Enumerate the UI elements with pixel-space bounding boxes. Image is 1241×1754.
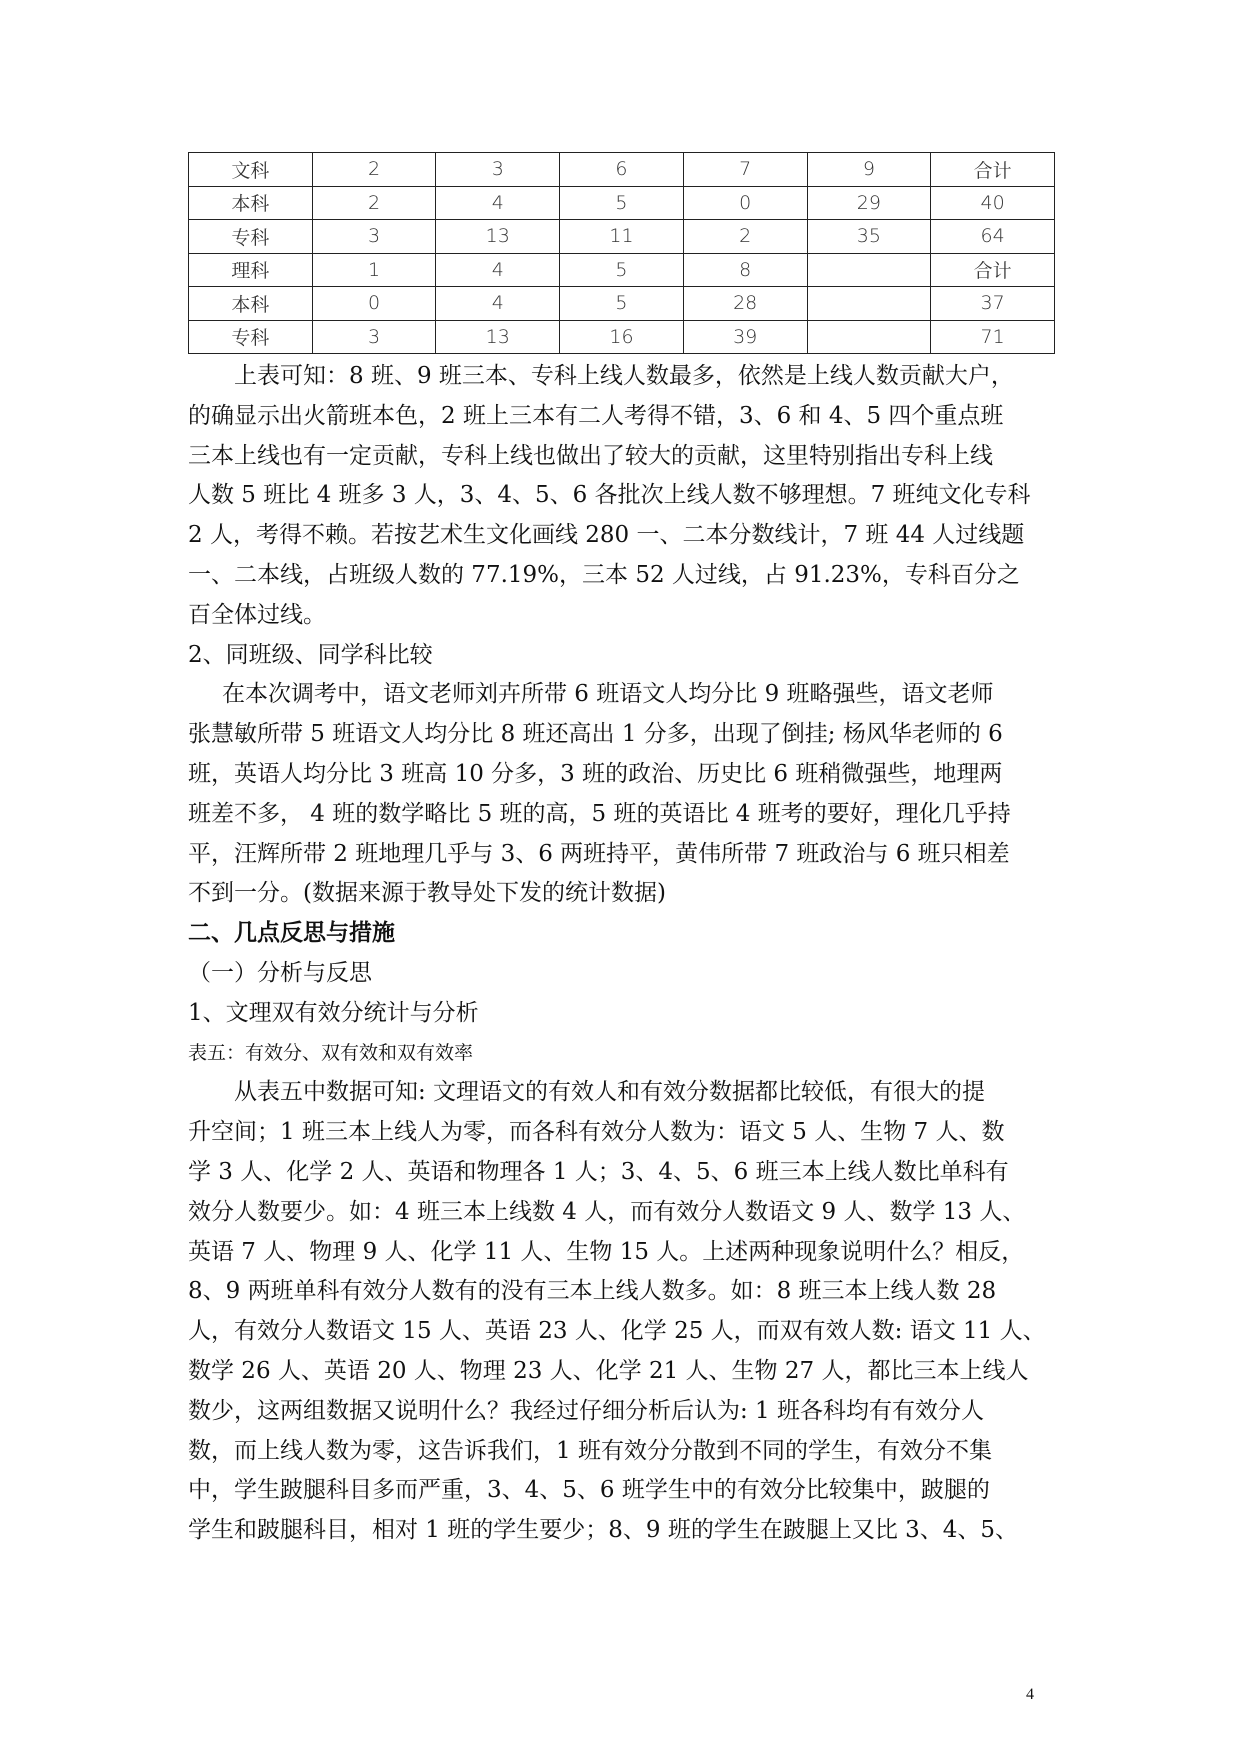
table-cell: 29 (807, 186, 931, 220)
paragraph-line: 数，而上线人数为零，这告诉我们，1 班有效分分散到不同的学生，有效分不集 (188, 1437, 992, 1464)
chapter-heading: 二、几点反思与措施 (188, 920, 395, 947)
paragraph-line: 班差不多， 4 班的数学略比 5 班的高，5 班的英语比 4 班考的要好，理化几乎持 (188, 800, 1011, 827)
paragraph-line: 学生和跛腿科目，相对 1 班的学生要少；8、9 班的学生在跛腿上又比 3、4、5、 (188, 1517, 1019, 1544)
table-caption: 表五：有效分、双有效和双有效率 (188, 1041, 474, 1064)
table-cell: 37 (931, 287, 1055, 321)
table-cell (807, 320, 931, 354)
paragraph-line: 班，英语人均分比 3 班高 10 分多，3 班的政治、历史比 6 班稍微强些，地理两 (188, 760, 1003, 787)
table-cell: 2 (683, 220, 807, 254)
table-cell: 4 (436, 253, 560, 287)
table-row (189, 186, 1055, 220)
section-heading: 1、文理双有效分统计与分析 (188, 999, 479, 1026)
table-cell: 16 (560, 320, 684, 354)
table-cell: 2 (312, 153, 436, 187)
paragraph-line: 百全体过线。 (188, 601, 326, 628)
sub-heading: （一）分析与反思 (188, 959, 372, 986)
table-cell: 0 (312, 287, 436, 321)
paragraph-line: 人数 5 班比 4 班多 3 人，3、4、5、6 各批次上线人数不够理想。7 班纯文化专科 (188, 482, 1031, 509)
table-cell: 合计 (931, 153, 1055, 187)
paragraph-line: 效分人数要少。如：4 班三本上线数 4 人，而有效分人数语文 9 人、数学 13 人、 (188, 1198, 1026, 1225)
paragraph-line: 2 人，考得不赖。若按艺术生文化画线 280 一、二本分数线计，7 班 44 人过线题 (188, 522, 1025, 549)
paragraph-line: 英语 7 人、物理 9 人、化学 11 人、生物 15 人。上述两种现象说明什么？相反， (188, 1238, 1025, 1265)
table-row (189, 253, 1055, 287)
paragraph-line: 8、9 两班单科有效分人数有的没有三本上线人数多。如：8 班三本上线人数 28 (188, 1278, 997, 1305)
table-cell: 2 (312, 186, 436, 220)
table-cell: 11 (560, 220, 684, 254)
enrollment-table (188, 152, 1055, 354)
paragraph-line: 一、二本线，占班级人数的 77.19%，三本 52 人过线，占 91.23%，专科百分之 (188, 561, 1020, 588)
table-row (189, 287, 1055, 321)
table-cell: 4 (436, 186, 560, 220)
table-cell: 4 (436, 287, 560, 321)
paragraph-line: 数少，这两组数据又说明什么？我经过仔细分析后认为: 1 班各科均有有效分人 (188, 1397, 985, 1424)
table-row (189, 220, 1055, 254)
paragraph-line: 的确显示出火箭班本色，2 班上三本有二人考得不错，3、6 和 4、5 四个重点班 (188, 402, 1004, 429)
table-cell: 3 (312, 220, 436, 254)
table-cell: 文科 (189, 153, 313, 187)
table-cell: 0 (683, 186, 807, 220)
paragraph-line: 数学 26 人、英语 20 人、物理 23 人、化学 21 人、生物 27 人，都比三本上线人 (188, 1357, 1029, 1384)
table-cell: 6 (560, 153, 684, 187)
table-cell: 专科 (189, 220, 313, 254)
table-cell: 5 (560, 287, 684, 321)
table-cell: 3 (436, 153, 560, 187)
section-heading: 2、同班级、同学科比较 (188, 641, 433, 668)
table-cell: 13 (436, 220, 560, 254)
table-cell: 8 (683, 253, 807, 287)
paragraph-line: 三本上线也有一定贡献，专科上线也做出了较大的贡献，这里特别指出专科上线 (188, 442, 993, 469)
page-number: 4 (1026, 1686, 1034, 1703)
table-cell: 9 (807, 153, 931, 187)
table-row (189, 320, 1055, 354)
paragraph-line: 上表可知：8 班、9 班三本、专科上线人数最多，依然是上线人数贡献大户， (234, 363, 1014, 389)
table-cell (807, 287, 931, 321)
paragraph-line: 升空间；1 班三本上线人为零，而各科有效分人数为：语文 5 人、生物 7 人、数 (188, 1119, 1005, 1146)
paragraph-line: 在本次调考中，语文老师刘卉所带 6 班语文人均分比 9 班略强些，语文老师 (222, 681, 994, 708)
paragraph-line: 学 3 人、化学 2 人、英语和物理各 1 人；3、4、5、6 班三本上线人数比单科有 (188, 1158, 1009, 1185)
body-text (188, 357, 1058, 1551)
table-body (189, 153, 1055, 354)
table-cell: 13 (436, 320, 560, 354)
table-cell: 5 (560, 186, 684, 220)
table-cell: 1 (312, 253, 436, 287)
paragraph-line: 从表五中数据可知: 文理语文的有效人和有效分数据都比较低，有很大的提 (234, 1079, 986, 1106)
table-cell: 本科 (189, 186, 313, 220)
table-cell: 3 (312, 320, 436, 354)
table-row (189, 153, 1055, 187)
table-cell: 35 (807, 220, 931, 254)
table-cell: 7 (683, 153, 807, 187)
table-cell: 本科 (189, 287, 313, 321)
paragraph-line: 平，汪辉所带 2 班地理几乎与 3、6 两班持平，黄伟所带 7 班政治与 6 班只相差 (188, 840, 1010, 867)
paragraph-line: 人，有效分人数语文 15 人、英语 23 人、化学 25 人，而双有效人数: 语文 11 人、 (188, 1318, 1046, 1345)
table-cell: 28 (683, 287, 807, 321)
table-cell: 5 (560, 253, 684, 287)
paragraph-line: 中，学生跛腿科目多而严重，3、4、5、6 班学生中的有效分比较集中，跛腿的 (188, 1477, 990, 1504)
table-cell: 专科 (189, 320, 313, 354)
table-cell: 40 (931, 186, 1055, 220)
table-cell: 39 (683, 320, 807, 354)
paragraph-line: 张慧敏所带 5 班语文人均分比 8 班还高出 1 分多，出现了倒挂; 杨风华老师的 6 (188, 721, 1003, 748)
table-cell: 71 (931, 320, 1055, 354)
table-cell (807, 253, 931, 287)
table-cell: 理科 (189, 253, 313, 287)
paragraph-line: 不到一分。(数据来源于教导处下发的统计数据) (188, 880, 666, 907)
table-cell: 合计 (931, 253, 1055, 287)
table-cell: 64 (931, 220, 1055, 254)
